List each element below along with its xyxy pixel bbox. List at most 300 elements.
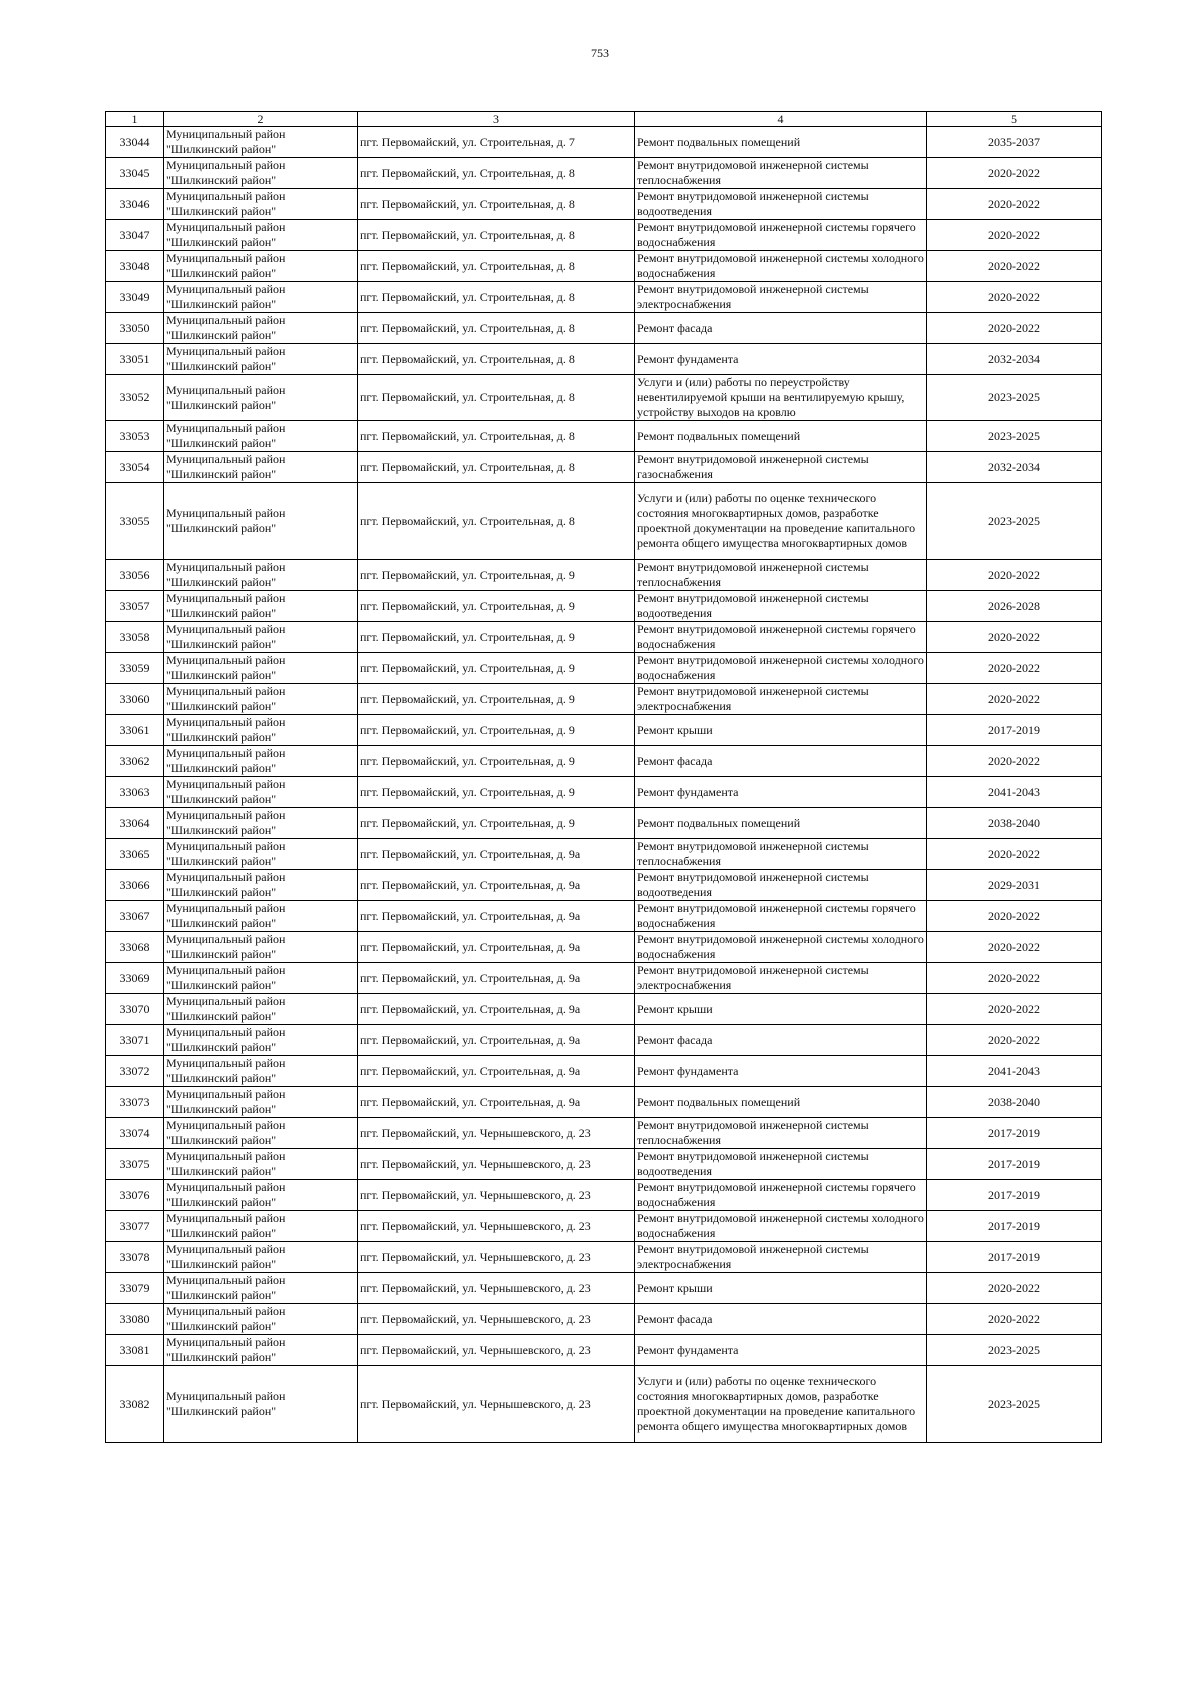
municipality-cell (164, 560, 358, 591)
municipality-line-2: "Шилкинский район" (166, 1009, 277, 1023)
work-type-cell: Ремонт внутридомовой инженерной системы теплоснабжения (635, 1118, 927, 1149)
address-cell: пгт. Первомайский, ул. Строительная, д. 9а (358, 1087, 635, 1118)
table-row (106, 1304, 1102, 1335)
address-cell: пгт. Первомайский, ул. Строительная, д. 9а (358, 932, 635, 963)
address-cell: пгт. Первомайский, ул. Строительная, д. 9а (358, 839, 635, 870)
period-cell: 2023-2025 (927, 483, 1102, 560)
address-cell: пгт. Первомайский, ул. Строительная, д. 8 (358, 282, 635, 313)
period-cell: 2020-2022 (927, 251, 1102, 282)
municipality-line-2: "Шилкинский район" (166, 947, 277, 961)
work-type-cell: Ремонт внутридомовой инженерной системы холодного водоснабжения (635, 932, 927, 963)
period-cell: 2038-2040 (927, 1087, 1102, 1118)
row-number: 33066 (106, 870, 164, 901)
municipality-line-2: "Шилкинский район" (166, 916, 277, 930)
work-type-cell: Услуги и (или) работы по оценке технического состояния многоквартирных домов, разработке проектной документации на проведение капитального ремонта общего имущества многоквартирных домов (635, 1366, 927, 1443)
municipality-line-2: "Шилкинский район" (166, 1071, 277, 1085)
work-type-cell: Ремонт фундамента (635, 344, 927, 375)
period-cell: 2017-2019 (927, 1118, 1102, 1149)
period-cell: 2023-2025 (927, 421, 1102, 452)
row-number: 33061 (106, 715, 164, 746)
row-number: 33067 (106, 901, 164, 932)
row-number: 33065 (106, 839, 164, 870)
row-number: 33075 (106, 1149, 164, 1180)
work-type-cell: Услуги и (или) работы по оценке технического состояния многоквартирных домов, разработке проектной документации на проведение капитального ремонта общего имущества многоквартирных домов (635, 483, 927, 560)
table-row (106, 421, 1102, 452)
address-cell: пгт. Первомайский, ул. Чернышевского, д. 23 (358, 1366, 635, 1443)
work-type-cell: Ремонт внутридомовой инженерной системы холодного водоснабжения (635, 653, 927, 684)
municipality-line-1: Муниципальный район (166, 932, 286, 946)
municipality-line-1: Муниципальный район (166, 653, 286, 667)
municipality-line-1: Муниципальный район (166, 777, 286, 791)
municipality-line-1: Муниципальный район (166, 1211, 286, 1225)
municipality-line-2: "Шилкинский район" (166, 359, 277, 373)
municipality-cell (164, 282, 358, 313)
municipality-line-1: Муниципальный район (166, 808, 286, 822)
address-cell: пгт. Первомайский, ул. Строительная, д. 9а (358, 994, 635, 1025)
row-number: 33049 (106, 282, 164, 313)
work-type-cell: Ремонт внутридомовой инженерной системы водоотведения (635, 591, 927, 622)
address-cell: пгт. Первомайский, ул. Строительная, д. 9а (358, 1025, 635, 1056)
header-col-4: 4 (635, 112, 927, 127)
row-number: 33064 (106, 808, 164, 839)
period-cell: 2020-2022 (927, 839, 1102, 870)
municipality-line-2: "Шилкинский район" (166, 1319, 277, 1333)
municipality-line-2: "Шилкинский район" (166, 142, 277, 156)
municipality-line-2: "Шилкинский район" (166, 266, 277, 280)
municipality-line-2: "Шилкинский район" (166, 1133, 277, 1147)
municipality-line-2: "Шилкинский район" (166, 1226, 277, 1240)
municipality-cell (164, 1335, 358, 1366)
period-cell: 2017-2019 (927, 1242, 1102, 1273)
table-row (106, 189, 1102, 220)
row-number: 33056 (106, 560, 164, 591)
period-cell: 2020-2022 (927, 653, 1102, 684)
municipality-line-2: "Шилкинский район" (166, 467, 277, 481)
municipality-cell (164, 715, 358, 746)
table-row (106, 344, 1102, 375)
row-number: 33070 (106, 994, 164, 1025)
work-type-cell: Ремонт подвальных помещений (635, 1087, 927, 1118)
period-cell: 2020-2022 (927, 282, 1102, 313)
municipality-cell (164, 1056, 358, 1087)
row-number: 33044 (106, 127, 164, 158)
row-number: 33054 (106, 452, 164, 483)
municipality-line-2: "Шилкинский район" (166, 854, 277, 868)
municipality-cell (164, 994, 358, 1025)
table-row (106, 684, 1102, 715)
table-row (106, 839, 1102, 870)
municipality-line-1: Муниципальный район (166, 344, 286, 358)
municipality-line-1: Муниципальный район (166, 127, 286, 141)
address-cell: пгт. Первомайский, ул. Строительная, д. 8 (358, 189, 635, 220)
municipality-line-1: Муниципальный район (166, 839, 286, 853)
work-type-cell: Ремонт внутридомовой инженерной системы горячего водоснабжения (635, 622, 927, 653)
municipality-line-2: "Шилкинский район" (166, 606, 277, 620)
municipality-cell (164, 746, 358, 777)
municipality-line-1: Муниципальный район (166, 313, 286, 327)
address-cell: пгт. Первомайский, ул. Строительная, д. 8 (358, 158, 635, 189)
row-number: 33074 (106, 1118, 164, 1149)
address-cell: пгт. Первомайский, ул. Строительная, д. 9 (358, 591, 635, 622)
municipality-line-1: Муниципальный район (166, 251, 286, 265)
table-row (106, 1335, 1102, 1366)
municipality-cell (164, 1025, 358, 1056)
municipality-line-2: "Шилкинский район" (166, 885, 277, 899)
municipality-cell (164, 344, 358, 375)
table-row (106, 313, 1102, 344)
row-number: 33081 (106, 1335, 164, 1366)
work-type-cell: Ремонт фасада (635, 1304, 927, 1335)
municipality-cell (164, 963, 358, 994)
municipality-line-1: Муниципальный район (166, 1335, 286, 1349)
work-type-cell: Ремонт внутридомовой инженерной системы водоотведения (635, 1149, 927, 1180)
municipality-cell (164, 1087, 358, 1118)
table-row (106, 1211, 1102, 1242)
municipality-line-2: "Шилкинский район" (166, 436, 277, 450)
table-body (106, 127, 1102, 1443)
municipality-line-1: Муниципальный район (166, 1389, 286, 1403)
municipality-line-1: Муниципальный район (166, 1149, 286, 1163)
work-type-cell: Услуги и (или) работы по переустройству невентилируемой крыши на вентилируемую крышу, устройству выходов на кровлю (635, 375, 927, 421)
municipality-line-2: "Шилкинский район" (166, 1195, 277, 1209)
work-type-cell: Ремонт подвальных помещений (635, 421, 927, 452)
table-row (106, 282, 1102, 313)
municipality-line-1: Муниципальный район (166, 963, 286, 977)
municipality-cell (164, 127, 358, 158)
address-cell: пгт. Первомайский, ул. Строительная, д. 7 (358, 127, 635, 158)
municipality-line-2: "Шилкинский район" (166, 521, 277, 535)
header-col-2: 2 (164, 112, 358, 127)
row-number: 33058 (106, 622, 164, 653)
municipality-line-2: "Шилкинский район" (166, 1164, 277, 1178)
municipality-cell (164, 622, 358, 653)
municipality-line-2: "Шилкинский район" (166, 668, 277, 682)
period-cell: 2020-2022 (927, 932, 1102, 963)
table-row (106, 746, 1102, 777)
table-row (106, 251, 1102, 282)
address-cell: пгт. Первомайский, ул. Чернышевского, д. 23 (358, 1149, 635, 1180)
municipality-line-1: Муниципальный район (166, 452, 286, 466)
municipality-line-1: Муниципальный район (166, 382, 286, 397)
row-number: 33071 (106, 1025, 164, 1056)
period-cell: 2020-2022 (927, 189, 1102, 220)
municipality-line-2: "Шилкинский район" (166, 761, 277, 775)
table-row (106, 158, 1102, 189)
municipality-line-2: "Шилкинский район" (166, 978, 277, 992)
period-cell: 2020-2022 (927, 313, 1102, 344)
municipality-cell (164, 932, 358, 963)
table-row (106, 622, 1102, 653)
work-type-cell: Ремонт внутридомовой инженерной системы теплоснабжения (635, 560, 927, 591)
row-number: 33076 (106, 1180, 164, 1211)
table-row (106, 1087, 1102, 1118)
municipality-cell (164, 1211, 358, 1242)
period-cell: 2023-2025 (927, 1335, 1102, 1366)
period-cell: 2020-2022 (927, 220, 1102, 251)
table-row (106, 994, 1102, 1025)
table-row (106, 932, 1102, 963)
municipality-line-1: Муниципальный район (166, 220, 286, 234)
municipality-line-2: "Шилкинский район" (166, 1288, 277, 1302)
row-number: 33057 (106, 591, 164, 622)
municipality-cell (164, 483, 358, 560)
municipality-line-1: Муниципальный район (166, 1087, 286, 1101)
municipality-line-2: "Шилкинский район" (166, 1257, 277, 1271)
municipality-line-1: Муниципальный район (166, 622, 286, 636)
period-cell: 2020-2022 (927, 158, 1102, 189)
row-number: 33052 (106, 375, 164, 421)
municipality-line-2: "Шилкинский район" (166, 1040, 277, 1054)
municipality-cell (164, 1180, 358, 1211)
table-row (106, 808, 1102, 839)
row-number: 33046 (106, 189, 164, 220)
work-type-cell: Ремонт фасада (635, 1025, 927, 1056)
municipality-cell (164, 1118, 358, 1149)
address-cell: пгт. Первомайский, ул. Строительная, д. 9 (358, 653, 635, 684)
work-type-cell: Ремонт фундамента (635, 1335, 927, 1366)
address-cell: пгт. Первомайский, ул. Строительная, д. 9 (358, 808, 635, 839)
period-cell: 2023-2025 (927, 375, 1102, 421)
table-row (106, 653, 1102, 684)
header-row (106, 112, 1102, 127)
municipality-cell (164, 251, 358, 282)
municipality-line-1: Муниципальный район (166, 746, 286, 760)
address-cell: пгт. Первомайский, ул. Строительная, д. 8 (358, 421, 635, 452)
table-row (106, 901, 1102, 932)
municipality-line-1: Муниципальный район (166, 560, 286, 574)
row-number: 33051 (106, 344, 164, 375)
municipality-line-2: "Шилкинский район" (166, 730, 277, 744)
table-row (106, 1242, 1102, 1273)
address-cell: пгт. Первомайский, ул. Чернышевского, д. 23 (358, 1304, 635, 1335)
work-type-cell: Ремонт подвальных помещений (635, 127, 927, 158)
header-col-5: 5 (927, 112, 1102, 127)
address-cell: пгт. Первомайский, ул. Строительная, д. 8 (358, 251, 635, 282)
table-row (106, 870, 1102, 901)
municipality-cell (164, 158, 358, 189)
row-number: 33062 (106, 746, 164, 777)
row-number: 33060 (106, 684, 164, 715)
address-cell: пгт. Первомайский, ул. Строительная, д. 9 (358, 622, 635, 653)
municipality-line-2: "Шилкинский район" (166, 637, 277, 651)
municipality-cell (164, 220, 358, 251)
work-type-cell: Ремонт внутридомовой инженерной системы холодного водоснабжения (635, 251, 927, 282)
municipality-line-1: Муниципальный район (166, 1304, 286, 1318)
municipality-cell (164, 808, 358, 839)
municipality-line-1: Муниципальный район (166, 1273, 286, 1287)
table-row (106, 1149, 1102, 1180)
period-cell: 2041-2043 (927, 777, 1102, 808)
municipality-line-2: "Шилкинский район" (166, 235, 277, 249)
page-number: 753 (591, 46, 609, 60)
municipality-line-2: "Шилкинский район" (166, 699, 277, 713)
period-cell: 2026-2028 (927, 591, 1102, 622)
address-cell: пгт. Первомайский, ул. Чернышевского, д. 23 (358, 1211, 635, 1242)
table-row (106, 1273, 1102, 1304)
municipality-cell (164, 1366, 358, 1443)
header-col-1: 1 (106, 112, 164, 127)
table-row (106, 127, 1102, 158)
municipality-line-2: "Шилкинский район" (166, 297, 277, 311)
work-type-cell: Ремонт внутридомовой инженерной системы горячего водоснабжения (635, 1180, 927, 1211)
row-number: 33073 (106, 1087, 164, 1118)
period-cell: 2017-2019 (927, 715, 1102, 746)
municipality-line-2: "Шилкинский район" (166, 575, 277, 589)
period-cell: 2032-2034 (927, 344, 1102, 375)
table-row (106, 715, 1102, 746)
work-type-cell: Ремонт внутридомовой инженерной системы горячего водоснабжения (635, 901, 927, 932)
municipality-line-2: "Шилкинский район" (166, 792, 277, 806)
address-cell: пгт. Первомайский, ул. Чернышевского, д. 23 (358, 1242, 635, 1273)
work-type-cell: Ремонт крыши (635, 1273, 927, 1304)
municipality-line-1: Муниципальный район (166, 591, 286, 605)
period-cell: 2020-2022 (927, 746, 1102, 777)
work-type-cell: Ремонт внутридомовой инженерной системы холодного водоснабжения (635, 1211, 927, 1242)
period-cell: 2020-2022 (927, 994, 1102, 1025)
table-row (106, 220, 1102, 251)
work-type-cell: Ремонт фундамента (635, 1056, 927, 1087)
address-cell: пгт. Первомайский, ул. Чернышевского, д. 23 (358, 1180, 635, 1211)
table-row (106, 483, 1102, 560)
municipality-cell (164, 189, 358, 220)
row-number: 33078 (106, 1242, 164, 1273)
address-cell: пгт. Первомайский, ул. Строительная, д. 8 (358, 344, 635, 375)
table-row (106, 560, 1102, 591)
row-number: 33069 (106, 963, 164, 994)
municipality-line-1: Муниципальный район (166, 994, 286, 1008)
municipality-cell (164, 452, 358, 483)
address-cell: пгт. Первомайский, ул. Чернышевского, д. 23 (358, 1118, 635, 1149)
row-number: 33082 (106, 1366, 164, 1443)
address-cell: пгт. Первомайский, ул. Чернышевского, д. 23 (358, 1335, 635, 1366)
address-cell: пгт. Первомайский, ул. Строительная, д. 8 (358, 313, 635, 344)
municipality-cell (164, 901, 358, 932)
period-cell: 2032-2034 (927, 452, 1102, 483)
table-row (106, 375, 1102, 421)
municipality-cell (164, 1304, 358, 1335)
municipality-line-2: "Шилкинский район" (166, 1102, 277, 1116)
address-cell: пгт. Первомайский, ул. Строительная, д. 9а (358, 870, 635, 901)
work-type-cell: Ремонт внутридомовой инженерной системы водоотведения (635, 870, 927, 901)
work-type-cell: Ремонт внутридомовой инженерной системы электроснабжения (635, 963, 927, 994)
municipality-line-1: Муниципальный район (166, 715, 286, 729)
address-cell: пгт. Первомайский, ул. Чернышевского, д. 23 (358, 1273, 635, 1304)
municipality-line-2: "Шилкинский район" (166, 204, 277, 218)
municipality-line-1: Муниципальный район (166, 506, 286, 520)
work-type-cell: Ремонт внутридомовой инженерной системы электроснабжения (635, 684, 927, 715)
municipality-line-2: "Шилкинский район" (166, 1350, 277, 1364)
municipality-line-1: Муниципальный район (166, 421, 286, 435)
municipality-line-2: "Шилкинский район" (166, 328, 277, 342)
work-type-cell: Ремонт крыши (635, 715, 927, 746)
row-number: 33050 (106, 313, 164, 344)
address-cell: пгт. Первомайский, ул. Строительная, д. 8 (358, 375, 635, 421)
municipality-line-1: Муниципальный район (166, 1118, 286, 1132)
work-type-cell: Ремонт внутридомовой инженерной системы теплоснабжения (635, 839, 927, 870)
work-type-cell: Ремонт внутридомовой инженерной системы горячего водоснабжения (635, 220, 927, 251)
period-cell: 2020-2022 (927, 1273, 1102, 1304)
period-cell: 2041-2043 (927, 1056, 1102, 1087)
capital-repair-table (105, 111, 1102, 1443)
work-type-cell: Ремонт фундамента (635, 777, 927, 808)
municipality-line-1: Муниципальный район (166, 870, 286, 884)
work-type-cell: Ремонт внутридомовой инженерной системы электроснабжения (635, 1242, 927, 1273)
row-number: 33079 (106, 1273, 164, 1304)
municipality-line-1: Муниципальный район (166, 189, 286, 203)
work-type-cell: Ремонт фасада (635, 313, 927, 344)
row-number: 33072 (106, 1056, 164, 1087)
row-number: 33077 (106, 1211, 164, 1242)
municipality-cell (164, 313, 358, 344)
address-cell: пгт. Первомайский, ул. Строительная, д. 9а (358, 1056, 635, 1087)
work-type-cell: Ремонт внутридомовой инженерной системы газоснабжения (635, 452, 927, 483)
period-cell: 2017-2019 (927, 1211, 1102, 1242)
period-cell: 2020-2022 (927, 622, 1102, 653)
row-number: 33063 (106, 777, 164, 808)
address-cell: пгт. Первомайский, ул. Строительная, д. 9 (358, 715, 635, 746)
municipality-cell (164, 1149, 358, 1180)
address-cell: пгт. Первомайский, ул. Строительная, д. 9 (358, 560, 635, 591)
period-cell: 2020-2022 (927, 901, 1102, 932)
work-type-cell: Ремонт внутридомовой инженерной системы теплоснабжения (635, 158, 927, 189)
header-col-3: 3 (358, 112, 635, 127)
municipality-line-2: "Шилкинский район" (166, 173, 277, 187)
row-number: 33068 (106, 932, 164, 963)
municipality-line-2: "Шилкинский район" (166, 823, 277, 837)
address-cell: пгт. Первомайский, ул. Строительная, д. 9 (358, 777, 635, 808)
period-cell: 2020-2022 (927, 1025, 1102, 1056)
municipality-line-1: Муниципальный район (166, 1025, 286, 1039)
table-row (106, 963, 1102, 994)
period-cell: 2035-2037 (927, 127, 1102, 158)
period-cell: 2038-2040 (927, 808, 1102, 839)
municipality-line-1: Муниципальный район (166, 282, 286, 296)
period-cell: 2020-2022 (927, 963, 1102, 994)
address-cell: пгт. Первомайский, ул. Строительная, д. 9а (358, 963, 635, 994)
period-cell: 2017-2019 (927, 1180, 1102, 1211)
table-row (106, 591, 1102, 622)
table-row (106, 1025, 1102, 1056)
work-type-cell: Ремонт внутридомовой инженерной системы водоотведения (635, 189, 927, 220)
table-row (106, 1366, 1102, 1443)
address-cell: пгт. Первомайский, ул. Строительная, д. 8 (358, 483, 635, 560)
municipality-line-1: Муниципальный район (166, 1056, 286, 1070)
row-number: 33055 (106, 483, 164, 560)
municipality-line-1: Муниципальный район (166, 901, 286, 915)
municipality-line-2: "Шилкинский район" (166, 397, 277, 412)
work-type-cell: Ремонт внутридомовой инженерной системы электроснабжения (635, 282, 927, 313)
address-cell: пгт. Первомайский, ул. Строительная, д. 9а (358, 901, 635, 932)
municipality-cell (164, 421, 358, 452)
address-cell: пгт. Первомайский, ул. Строительная, д. 8 (358, 220, 635, 251)
row-number: 33045 (106, 158, 164, 189)
period-cell: 2017-2019 (927, 1149, 1102, 1180)
municipality-line-1: Муниципальный район (166, 1242, 286, 1256)
period-cell: 2029-2031 (927, 870, 1102, 901)
row-number: 33080 (106, 1304, 164, 1335)
address-cell: пгт. Первомайский, ул. Строительная, д. 9 (358, 684, 635, 715)
period-cell: 2020-2022 (927, 560, 1102, 591)
municipality-cell (164, 684, 358, 715)
row-number: 33047 (106, 220, 164, 251)
period-cell: 2023-2025 (927, 1366, 1102, 1443)
row-number: 33053 (106, 421, 164, 452)
municipality-cell (164, 1273, 358, 1304)
municipality-cell (164, 777, 358, 808)
table-row (106, 1118, 1102, 1149)
municipality-cell (164, 839, 358, 870)
municipality-line-1: Муниципальный район (166, 684, 286, 698)
